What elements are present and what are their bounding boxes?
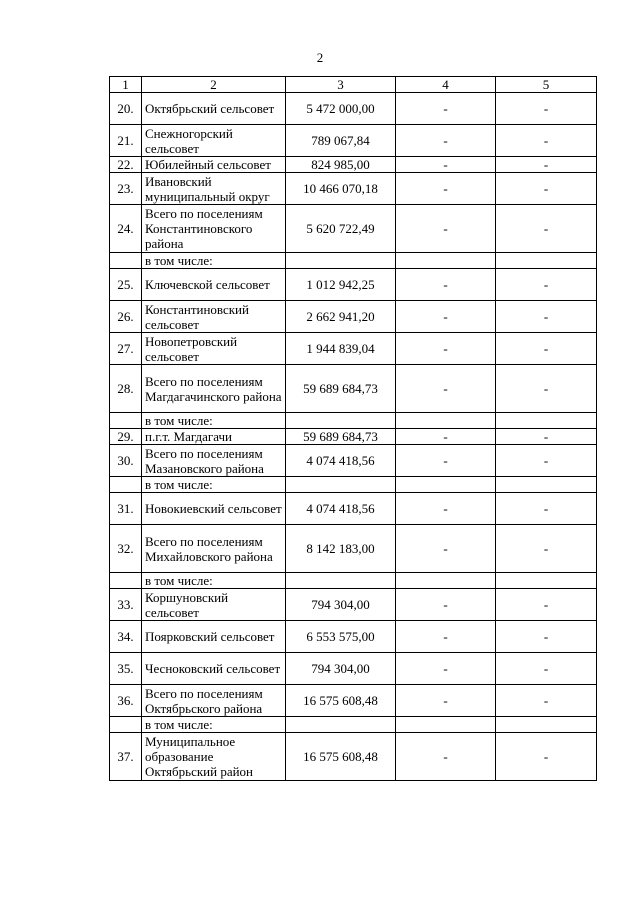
header-col-2: 2 (142, 77, 286, 93)
table-row (110, 493, 597, 525)
row-number: 28. (110, 365, 142, 413)
row-amount: 59 689 684,73 (286, 365, 396, 413)
row-col-5: - (496, 125, 597, 157)
row-number: 30. (110, 445, 142, 477)
row-name: Юбилейный сельсовет (142, 157, 286, 173)
row-amount: 824 985,00 (286, 157, 396, 173)
row-col-5: - (496, 269, 597, 301)
row-amount: 789 067,84 (286, 125, 396, 157)
row-col-5 (496, 253, 597, 269)
row-name: в том числе: (142, 717, 286, 733)
row-col-5: - (496, 589, 597, 621)
header-col-1: 1 (110, 77, 142, 93)
table-row (110, 445, 597, 477)
row-name: п.г.т. Магдагачи (142, 429, 286, 445)
row-amount: 4 074 418,56 (286, 493, 396, 525)
row-col-4: - (396, 173, 496, 205)
page-number: 2 (316, 50, 324, 65)
row-col-4: - (396, 525, 496, 573)
row-amount: 1 012 942,25 (286, 269, 396, 301)
table-row (110, 685, 597, 717)
row-number: 27. (110, 333, 142, 365)
row-col-4: - (396, 589, 496, 621)
row-amount (286, 717, 396, 733)
row-number: 37. (110, 733, 142, 781)
table-row (110, 621, 597, 653)
row-name: Чесноковский сельсовет (142, 653, 286, 685)
row-name: Всего по поселениям Мазановского района (142, 445, 286, 477)
row-name: Всего по поселениям Михайловского района (142, 525, 286, 573)
row-number (110, 717, 142, 733)
row-number (110, 413, 142, 429)
header-col-3: 3 (286, 77, 396, 93)
row-col-5: - (496, 301, 597, 333)
row-number: 33. (110, 589, 142, 621)
allocation-table (109, 76, 597, 781)
row-col-4: - (396, 621, 496, 653)
row-name: Октябрьский сельсовет (142, 93, 286, 125)
row-col-4: - (396, 157, 496, 173)
row-col-5 (496, 477, 597, 493)
row-col-5: - (496, 205, 597, 253)
table-row (110, 301, 597, 333)
row-number: 25. (110, 269, 142, 301)
row-amount: 794 304,00 (286, 653, 396, 685)
row-name: Ивановский муниципальный округ (142, 173, 286, 205)
row-amount: 2 662 941,20 (286, 301, 396, 333)
row-col-4: - (396, 269, 496, 301)
row-name: Ключевской сельсовет (142, 269, 286, 301)
row-amount: 794 304,00 (286, 589, 396, 621)
row-col-5: - (496, 157, 597, 173)
table-row (110, 269, 597, 301)
subheading-row (110, 413, 597, 429)
row-col-4 (396, 717, 496, 733)
row-amount: 5 620 722,49 (286, 205, 396, 253)
row-number: 34. (110, 621, 142, 653)
row-col-5: - (496, 173, 597, 205)
row-col-4: - (396, 301, 496, 333)
row-number: 31. (110, 493, 142, 525)
row-number: 24. (110, 205, 142, 253)
row-col-5 (496, 573, 597, 589)
row-col-4: - (396, 445, 496, 477)
table-row (110, 429, 597, 445)
row-col-4 (396, 477, 496, 493)
row-col-4 (396, 253, 496, 269)
row-col-4 (396, 413, 496, 429)
row-number: 32. (110, 525, 142, 573)
header-col-4: 4 (396, 77, 496, 93)
row-amount: 4 074 418,56 (286, 445, 396, 477)
row-name: Снежногорский сельсовет (142, 125, 286, 157)
row-number: 23. (110, 173, 142, 205)
row-amount: 1 944 839,04 (286, 333, 396, 365)
table-row (110, 125, 597, 157)
subheading-row (110, 253, 597, 269)
row-col-5: - (496, 333, 597, 365)
row-col-5: - (496, 445, 597, 477)
row-col-5: - (496, 653, 597, 685)
row-col-4: - (396, 685, 496, 717)
row-amount: 6 553 575,00 (286, 621, 396, 653)
table-row (110, 157, 597, 173)
row-name: в том числе: (142, 573, 286, 589)
row-name: Константиновский сельсовет (142, 301, 286, 333)
row-col-4: - (396, 653, 496, 685)
subheading-row (110, 717, 597, 733)
row-col-5: - (496, 621, 597, 653)
subheading-row (110, 573, 597, 589)
table-row (110, 365, 597, 413)
table-header-row (110, 77, 597, 93)
row-amount: 16 575 608,48 (286, 733, 396, 781)
row-amount: 16 575 608,48 (286, 685, 396, 717)
row-name: Новокиевский сельсовет (142, 493, 286, 525)
table-row (110, 205, 597, 253)
row-amount (286, 573, 396, 589)
row-col-4: - (396, 493, 496, 525)
row-col-5: - (496, 429, 597, 445)
row-col-5 (496, 717, 597, 733)
row-name: Всего по поселениям Константиновского района (142, 205, 286, 253)
table-row (110, 653, 597, 685)
table-row (110, 589, 597, 621)
row-col-4: - (396, 365, 496, 413)
row-name: Муниципальное образование Октябрьский район (142, 733, 286, 781)
row-name: Новопетровский сельсовет (142, 333, 286, 365)
subheading-row (110, 477, 597, 493)
row-name: Поярковский сельсовет (142, 621, 286, 653)
row-col-5: - (496, 733, 597, 781)
row-amount: 5 472 000,00 (286, 93, 396, 125)
row-number (110, 573, 142, 589)
row-name: Коршуновский сельсовет (142, 589, 286, 621)
row-col-4: - (396, 93, 496, 125)
row-col-4: - (396, 429, 496, 445)
row-amount: 8 142 183,00 (286, 525, 396, 573)
row-name: Всего по поселениям Магдагачинского района (142, 365, 286, 413)
row-col-4: - (396, 333, 496, 365)
row-number: 29. (110, 429, 142, 445)
row-number: 21. (110, 125, 142, 157)
row-amount (286, 253, 396, 269)
row-name: в том числе: (142, 413, 286, 429)
row-col-5: - (496, 685, 597, 717)
table-row (110, 93, 597, 125)
row-amount: 59 689 684,73 (286, 429, 396, 445)
row-name: в том числе: (142, 477, 286, 493)
row-amount: 10 466 070,18 (286, 173, 396, 205)
row-number (110, 477, 142, 493)
table-row (110, 733, 597, 781)
row-number: 36. (110, 685, 142, 717)
table-row (110, 525, 597, 573)
row-col-5 (496, 413, 597, 429)
row-col-4: - (396, 125, 496, 157)
header-col-5: 5 (496, 77, 597, 93)
row-number: 22. (110, 157, 142, 173)
row-number: 35. (110, 653, 142, 685)
row-number: 20. (110, 93, 142, 125)
row-col-4 (396, 573, 496, 589)
row-amount (286, 413, 396, 429)
row-col-5: - (496, 365, 597, 413)
row-name: в том числе: (142, 253, 286, 269)
row-col-5: - (496, 493, 597, 525)
row-col-4: - (396, 733, 496, 781)
row-name: Всего по поселениям Октябрьского района (142, 685, 286, 717)
row-number: 26. (110, 301, 142, 333)
row-col-4: - (396, 205, 496, 253)
row-col-5: - (496, 525, 597, 573)
table-row (110, 333, 597, 365)
table-row (110, 173, 597, 205)
row-col-5: - (496, 93, 597, 125)
row-number (110, 253, 142, 269)
row-amount (286, 477, 396, 493)
